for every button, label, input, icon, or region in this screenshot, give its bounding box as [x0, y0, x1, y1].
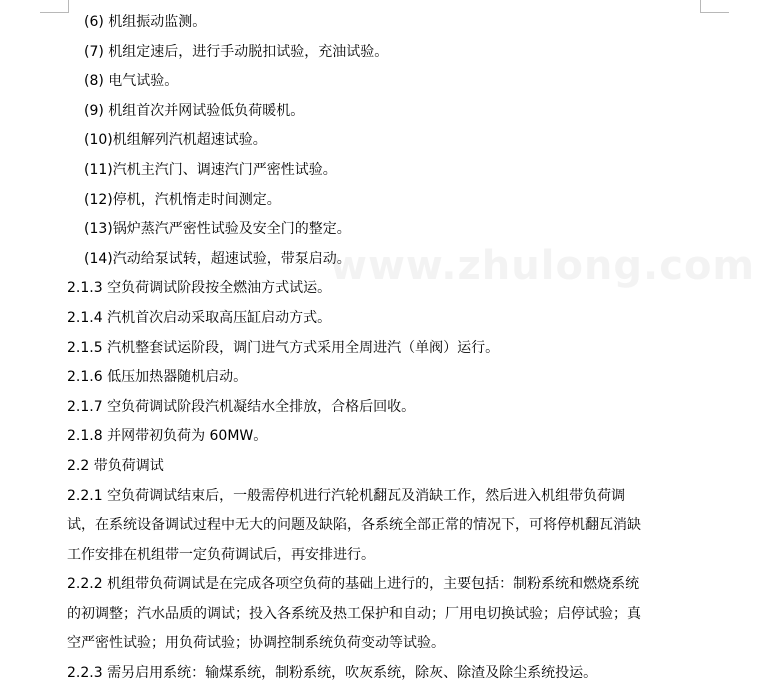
list-item: (9) 机组首次并网试验低负荷暖机。: [84, 102, 305, 119]
paragraph-line: 2.1.8 并网带初负荷为 60MW。: [67, 428, 268, 445]
paragraph-line: 2.1.4 汽机首次启动采取高压缸启动方式。: [67, 309, 332, 326]
list-item: (13)锅炉蒸汽严密性试验及安全门的整定。: [84, 221, 351, 238]
paragraph-line: 2.2.3 需另启用系统：输煤系统，制粉系统，吹灰系统，除灰、除渣及除尘系统投运。: [67, 665, 598, 682]
paragraph-line: 工作安排在机组带一定负荷调试后，再安排进行。: [67, 546, 375, 563]
paragraph-line: 2.1.5 汽机整套试运阶段，调门进气方式采用全周进汽（单阀）运行。: [67, 339, 500, 356]
list-item: (6) 机组振动监测。: [84, 14, 207, 30]
paragraph-line: 的初调整；汽水品质的调试；投入各系统及热工保护和自动；厂用电切换试验；启停试验；真: [67, 605, 641, 622]
list-item: (7) 机组定速后，进行手动脱扣试验，充油试验。: [84, 43, 389, 60]
list-item: (12)停机，汽机惰走时间测定。: [84, 191, 281, 208]
paragraph-line: 2.2.2 机组带负荷调试是在完成各项空负荷的基础上进行的，主要包括：制粉系统和燃烧系统: [67, 576, 640, 593]
paragraph-line: 试，在系统设备调试过程中无大的问题及缺陷，各系统全部正常的情况下，可将停机翻瓦消缺: [67, 517, 641, 534]
paragraph-line: 2.1.6 低压加热器随机启动。: [67, 369, 248, 386]
paragraph-line: 2.1.3 空负荷调试阶段按全燃油方式试运。: [67, 280, 332, 297]
list-item: (10)机组解列汽机超速试验。: [84, 132, 267, 149]
list-item: (14)汽动给泵试转，超速试验，带泵启动。: [84, 250, 351, 267]
list-item: (8) 电气试验。: [84, 73, 179, 90]
document-page: [67, 8, 707, 689]
page-corner-mark-left: [40, 0, 69, 13]
watermark: www.zhulong.com: [330, 243, 756, 289]
paragraph-line: 2.2 带负荷调试: [67, 457, 164, 474]
paragraph-line: 空严密性试验；用负荷试验；协调控制系统负荷变动等试验。: [67, 635, 445, 652]
paragraph-line: 2.1.7 空负荷调试阶段汽机凝结水全排放，合格后回收。: [67, 398, 416, 415]
paragraph-line: 2.2.1 空负荷调试结束后，一般需停机进行汽轮机翻瓦及消缺工作，然后进入机组带负荷调: [67, 487, 626, 504]
list-item: (11)汽机主汽门、调速汽门严密性试验。: [84, 161, 337, 178]
